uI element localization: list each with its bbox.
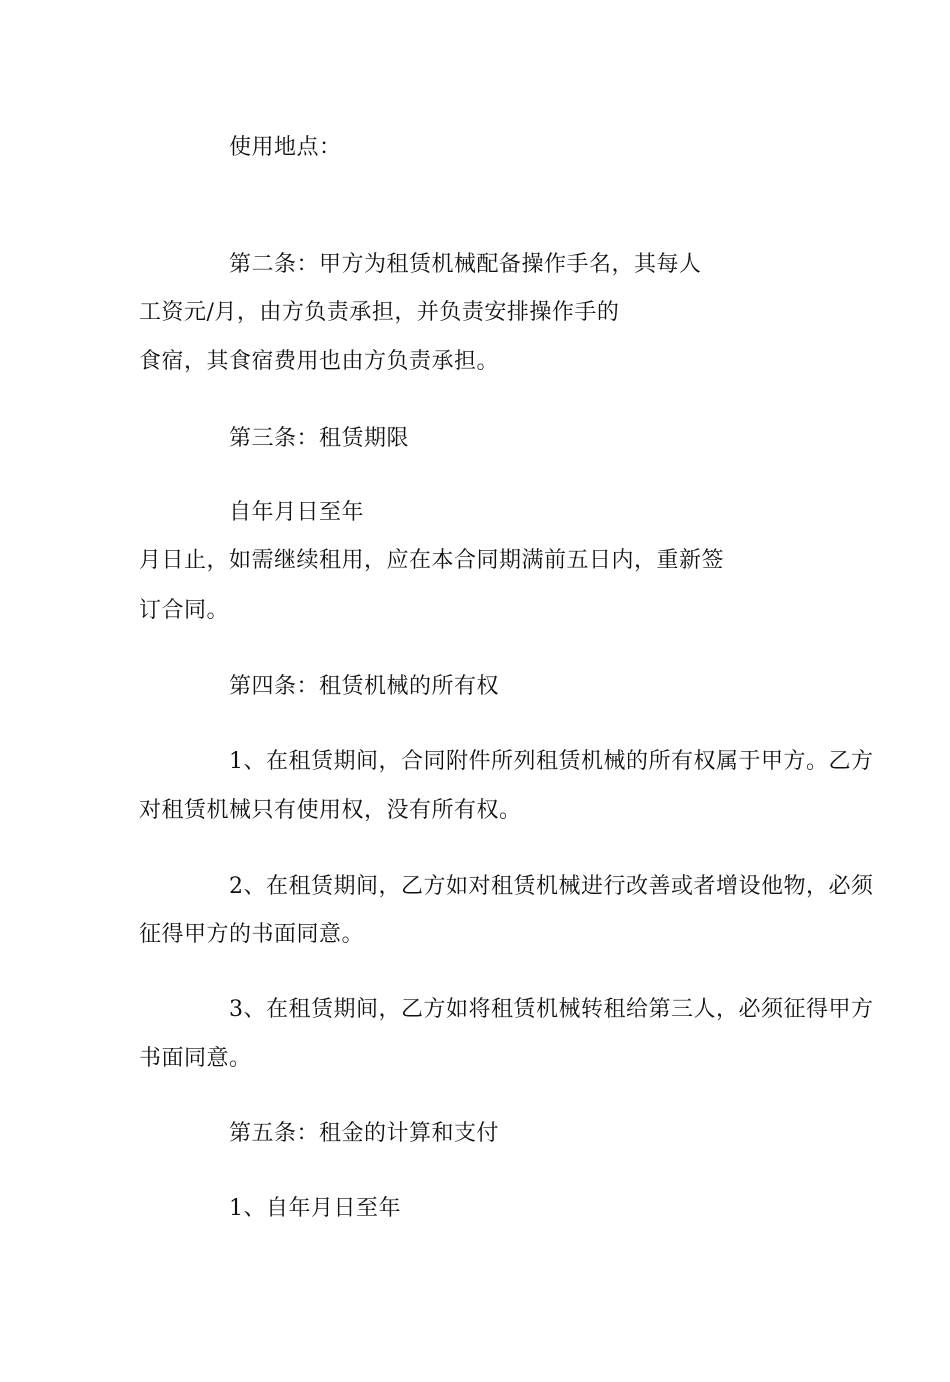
article5-clause1-line1: 1、自年月日至年 (229, 1196, 401, 1221)
article3-line2: 月日止，如需继续租用，应在本合同期满前五日内，重新签 (139, 548, 725, 573)
article2-line3: 食宿，其食宿费用也由方负责承担。 (139, 349, 500, 374)
article4-clause2-line1: 2、在租赁期间，乙方如对租赁机械进行改善或者增设他物，必须 (229, 874, 874, 899)
article4-clause3-line2: 书面同意。 (139, 1046, 252, 1071)
article4-clause2-line2: 征得甲方的书面同意。 (139, 922, 365, 947)
article4-clause1-line1: 1、在租赁期间，合同附件所列租赁机械的所有权属于甲方。乙方 (229, 749, 874, 774)
article2-line1: 第二条：甲方为租赁机械配备操作手名，其每人 (229, 252, 702, 277)
article3-heading: 第三条：租赁期限 (229, 426, 410, 451)
article5-heading: 第五条：租金的计算和支付 (229, 1121, 500, 1146)
article4-clause3-line1: 3、在租赁期间，乙方如将租赁机械转租给第三人，必须征得甲方 (229, 997, 874, 1022)
usage-location-label: 使用地点： (229, 135, 342, 160)
article3-line1: 自年月日至年 (229, 500, 365, 525)
article2-line2: 工资元/月，由方负责承担，并负责安排操作手的 (139, 300, 620, 325)
article4-heading: 第四条：租赁机械的所有权 (229, 674, 500, 699)
article4-clause1-line2: 对租赁机械只有使用权，没有所有权。 (139, 798, 522, 823)
article3-line3: 订合同。 (139, 598, 230, 623)
